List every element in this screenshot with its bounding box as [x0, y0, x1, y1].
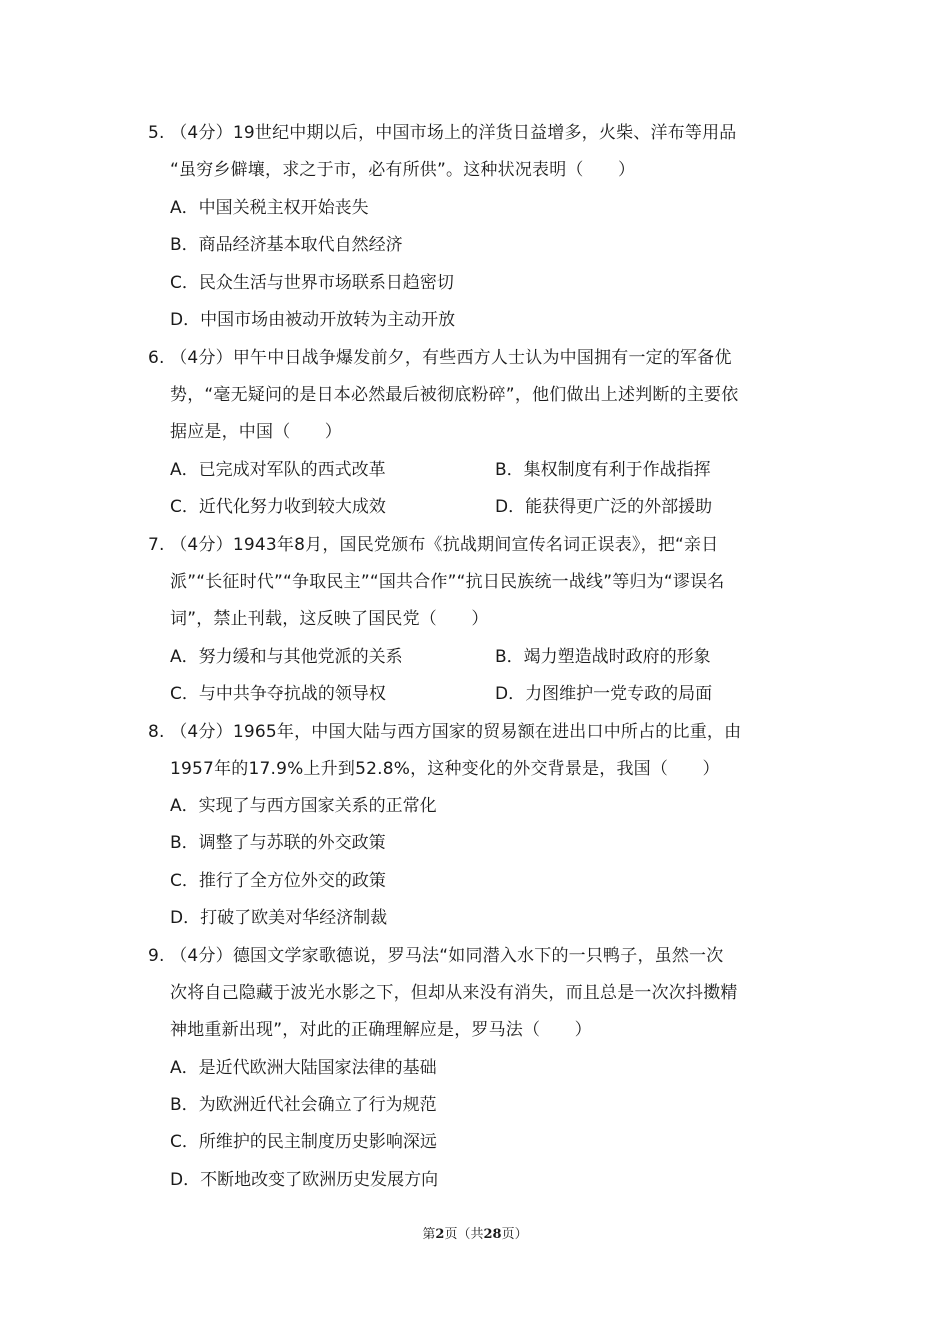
question-7-option-b: B．竭力塑造战时政府的形象	[495, 647, 711, 667]
question-6-option-d: D．能获得更广泛的外部援助	[495, 497, 713, 517]
question-9-option-a: A．是近代欧洲大陆国家法律的基础	[170, 1058, 437, 1078]
question-6-option-a: A．已完成对军队的西式改革	[170, 460, 386, 480]
footer-page-number: 2	[435, 1227, 445, 1242]
question-9-line-2: 次将自己隐藏于波光水影之下，但却从来没有消失，而且总是一次次抖擞精	[170, 983, 738, 1003]
footer-suffix: 页）	[501, 1227, 528, 1242]
footer-mid: 页（共	[444, 1227, 484, 1242]
question-8-line-1: 8. （4分）1965年，中国大陆与西方国家的贸易额在进出口中所占的比重，由	[148, 722, 742, 742]
question-7-line-2: 派”“长征时代”“争取民主”“国共合作”“抗日民族统一战线”等归为“谬误名	[170, 572, 725, 592]
question-5-line-1: 5. （4分）19世纪中期以后，中国市场上的洋货日益增多，火柴、洋布等用品	[148, 123, 737, 143]
question-6-option-b: B．集权制度有利于作战指挥	[495, 460, 711, 480]
question-7-line-1: 7. （4分）1943年8月，国民党颁布《抗战期间宣传名词正误表》，把“亲日	[148, 535, 719, 555]
question-6-line-1: 6. （4分）甲午中日战争爆发前夕，有些西方人士认为中国拥有一定的军备优	[148, 348, 732, 368]
question-5-option-a: A．中国关税主权开始丧失	[170, 198, 369, 218]
question-5-option-b: B．商品经济基本取代自然经济	[170, 235, 403, 255]
question-5-line-2: “虽穷乡僻壤，求之于市，必有所供”。这种状况表明（ ）	[170, 160, 636, 180]
question-7-option-d: D．力图维护一党专政的局面	[495, 684, 713, 704]
question-8-option-b: B．调整了与苏联的外交政策	[170, 833, 386, 853]
question-5-option-c: C．民众生活与世界市场联系日趋密切	[170, 273, 454, 293]
question-7-option-c: C．与中共争夺抗战的领导权	[170, 684, 386, 704]
question-8-line-2: 1957年的17.9%上升到52.8%，这种变化的外交背景是，我国（ ）	[170, 759, 720, 779]
question-8-option-a: A．实现了与西方国家关系的正常化	[170, 796, 437, 816]
question-9-option-b: B．为欧洲近代社会确立了行为规范	[170, 1095, 437, 1115]
question-8-option-d: D．打破了欧美对华经济制裁	[170, 908, 388, 928]
question-6-line-3: 据应是，中国（ ）	[170, 422, 342, 442]
question-7-option-a: A．努力缓和与其他党派的关系	[170, 647, 403, 667]
question-9-option-d: D．不断地改变了欧洲历史发展方向	[170, 1170, 439, 1190]
footer-prefix: 第	[422, 1227, 436, 1242]
question-9-option-c: C．所维护的民主制度历史影响深远	[170, 1132, 437, 1152]
page-footer	[0, 1226, 950, 1244]
question-8-option-c: C．推行了全方位外交的政策	[170, 871, 386, 891]
footer-total-pages: 28	[483, 1227, 502, 1242]
question-9-line-3: 神地重新出现”，对此的正确理解应是，罗马法（ ）	[170, 1020, 592, 1040]
question-6-option-c: C．近代化努力收到较大成效	[170, 497, 386, 517]
question-6-line-2: 势，“毫无疑问的是日本必然最后被彻底粉碎”，他们做出上述判断的主要依	[170, 385, 739, 405]
question-5-option-d: D．中国市场由被动开放转为主动开放	[170, 310, 456, 330]
question-7-line-3: 词”，禁止刊载，这反映了国民党（ ）	[170, 609, 489, 629]
question-9-line-1: 9. （4分）德国文学家歌德说，罗马法“如同潜入水下的一只鸭子，虽然一次	[148, 946, 724, 966]
